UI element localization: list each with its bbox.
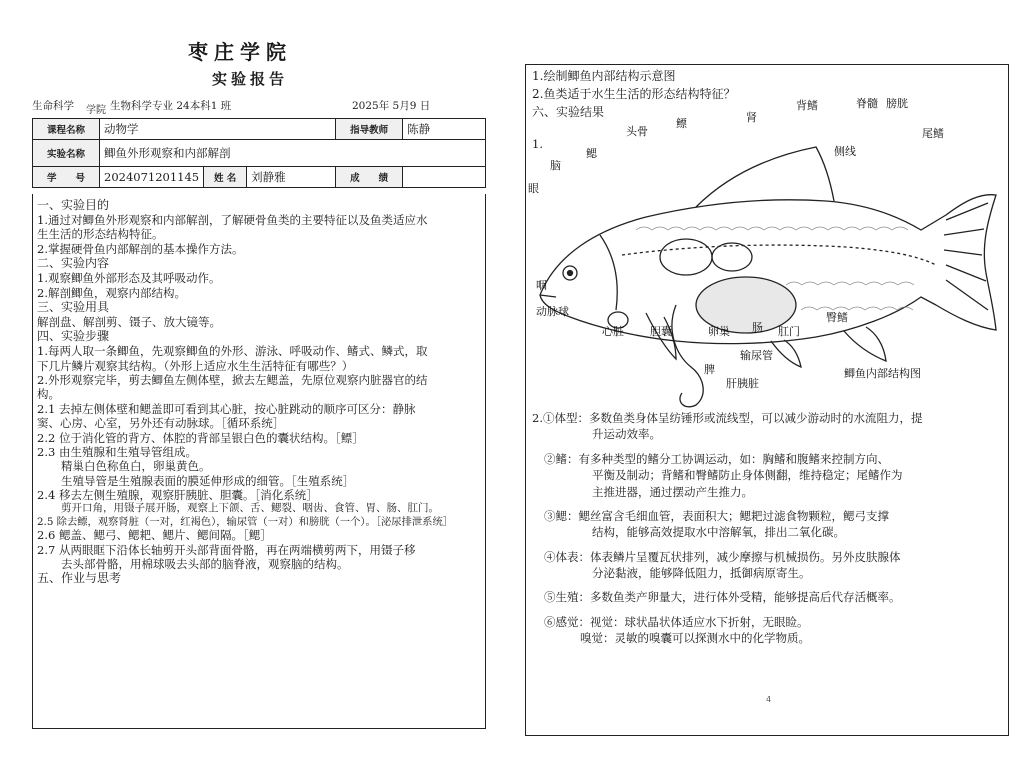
teacher-label: 指导教师 xyxy=(336,119,403,140)
text-line: 一、实验目的 xyxy=(37,198,110,212)
procedure-text xyxy=(33,194,485,586)
intestine-loop xyxy=(672,305,703,407)
text-line: 解剖盘、解剖剪、镊子、放大镜等。 xyxy=(37,314,221,329)
label-brain: 脑 xyxy=(550,159,561,172)
answer-line: 2.①体型：多数鱼类身体呈纺锤形或流线型，可以减少游动时的水流阻力，提 xyxy=(532,411,923,425)
figure-index: 1. xyxy=(532,137,543,151)
answer-line: 升运动效率。 xyxy=(592,427,661,442)
text-line: 下几片鳞片观察其结构。（外形上适应水生生活特征有哪些？） xyxy=(37,358,354,373)
exp-label: 实验名称 xyxy=(33,140,100,167)
text-line: 五、作业与思考 xyxy=(37,571,122,586)
fish-diagram xyxy=(526,105,1008,415)
label-liver: 肝胰脏 xyxy=(726,377,759,390)
course-label: 课程名称 xyxy=(33,119,100,140)
swim-bladder xyxy=(660,239,712,275)
right-page xyxy=(512,0,1024,768)
answer-line: ⑤生殖：多数鱼类产卵量大，进行体外受精，能够提高后代存活概率。 xyxy=(544,590,901,605)
report-date: 2025年 5月9 日 xyxy=(352,100,431,112)
answer-line: 嗅觉：灵敏的嗅囊可以探测水中的化学物质。 xyxy=(580,631,810,646)
text-line: 2.2 位于消化管的背方、体腔的背部呈银白色的囊状结构。［鳔］ xyxy=(37,430,364,445)
score-label: 成 绩 xyxy=(336,167,403,188)
answers-block xyxy=(532,411,1004,646)
pelvic-fin xyxy=(771,340,801,367)
college-label: 学院 xyxy=(86,105,106,116)
text-line: 2.外形观察完毕，剪去鲫鱼左侧体壁，掀去左鳃盖，先原位观察内脏器官的结 xyxy=(37,373,428,387)
label-eye: 眼 xyxy=(528,182,539,195)
major-value: 生物科学专业 24本科1 班 xyxy=(110,100,232,112)
text-line: 2.4 移去左侧生殖腺，观察肝胰脏、胆囊。［消化系统］ xyxy=(37,488,318,502)
answer-line: 平衡及制动；背鳍和臀鳍防止身体侧翻，维持稳定；尾鳍作为 xyxy=(592,468,903,483)
info-table xyxy=(32,118,486,188)
label-dorsal-fin: 背鳍 xyxy=(796,99,818,112)
label-intestine: 肠 xyxy=(752,321,763,334)
score-value xyxy=(403,167,486,188)
name-label: 姓 名 xyxy=(204,167,247,188)
teacher-value: 陈静 xyxy=(403,119,486,140)
answer-line: ⑥感觉：视觉：球状晶状体适应水下折射，无眼睑。 xyxy=(544,614,809,629)
figure-caption: 鲫鱼内部结构图 xyxy=(844,367,921,380)
text-line: 精巢白色称鱼白，卵巢黄色。 xyxy=(61,459,211,474)
answer-line: 分泌黏液，能够降低阻力，抵御病原寄生。 xyxy=(592,566,811,580)
text-line: 窦、心房、心室，另外还有动脉球。［循环系统］ xyxy=(37,416,285,431)
course-value: 动物学 xyxy=(100,119,336,140)
fish-mouth xyxy=(540,295,556,297)
text-line: 去头部骨骼，用棉球吸去头部的脑脊液，观察脑的结构。 xyxy=(61,557,349,572)
label-spinal: 脊髓 xyxy=(856,97,878,110)
label-lateral-line: 侧线 xyxy=(834,145,856,158)
text-line: 剪开口角，用镊子展开肠，观察上下颌、舌、鳃裂、咽齿、食管、胃、肠、肛门。 xyxy=(61,502,439,515)
lateral-line xyxy=(622,245,936,265)
text-line: 2.掌握硬骨鱼内部解剖的基本操作方法。 xyxy=(37,241,244,256)
text-line: 2.3 由生殖腺和生殖导管组成。 xyxy=(37,444,197,459)
label-pharynx: 咽 xyxy=(536,279,547,292)
text-line: 2.7 从两眼眶下沿体长轴剪开头部背面骨骼，再在两端横剪两下，用镊子移 xyxy=(37,542,416,557)
text-line: 1.每两人取一条鲫鱼，先观察鲫鱼的外形、游泳、呼吸动作、鳍式、鳞式，取 xyxy=(37,344,428,359)
text-line: 三、实验用具 xyxy=(37,299,110,314)
college-value: 生命科学 xyxy=(32,100,74,112)
label-swim-bladder: 鳔 xyxy=(676,117,687,130)
answer-line: 结构，能够高效提取水中溶解氧，排出二氧化碳。 xyxy=(592,525,845,540)
id-label: 学 号 xyxy=(33,167,100,188)
answer-line: 主推进器，通过摆动产生推力。 xyxy=(592,484,753,499)
text-line: 2.1 去掉左侧体壁和鳃盖即可看到其心脏，按心脏跳动的顺序可区分：静脉 xyxy=(37,401,416,416)
name-value: 刘静雅 xyxy=(247,167,336,188)
text-line: 1.通过对鲫鱼外形观察和内部解剖，了解硬骨鱼类的主要特征以及鱼类适应水 xyxy=(37,213,428,227)
page-number: 4 xyxy=(766,695,772,704)
label-spleen: 脾 xyxy=(704,363,715,376)
label-gill: 鳃 xyxy=(586,147,597,160)
label-bladder: 膀胱 xyxy=(886,97,908,110)
operculum xyxy=(600,235,617,310)
label-kidney: 肾 xyxy=(746,111,757,124)
dorsal-fin xyxy=(696,147,834,207)
label-anus: 肛门 xyxy=(778,325,800,338)
text-line: 生生活的形态结构特征。 xyxy=(37,227,164,242)
results-box xyxy=(525,64,1009,736)
label-heart: 心脏 xyxy=(602,325,624,338)
results-heading: 六、实验结果 xyxy=(532,105,605,119)
text-line: 1.观察鲫鱼外部形态及其呼吸动作。 xyxy=(37,271,221,286)
label-caudal-fin: 尾鳍 xyxy=(922,127,944,140)
text-line: 构。 xyxy=(37,387,60,402)
content-box xyxy=(32,194,486,729)
text-line: 2.6 鳃盖、鳃弓、鳃耙、鳃片、鳃间隔。［鳃］ xyxy=(37,528,272,543)
label-head-bone: 头骨 xyxy=(626,125,648,138)
report-title: 实验报告 xyxy=(212,70,289,88)
label-artery-bulb: 动脉球 xyxy=(536,305,569,318)
answer-line: ③鳃：鳃丝富含毛细血管，表面积大；鳃耙过滤食物颗粒，鳃弓支撑 xyxy=(544,508,889,523)
answer-line: ④体表：体表鳞片呈覆瓦状排列，减少摩擦与机械损伤。另外皮肤腺体 xyxy=(544,549,901,564)
label-anal-fin: 臀鳍 xyxy=(826,311,848,324)
anal-fin xyxy=(844,327,886,361)
text-line: 四、实验步骤 xyxy=(37,329,110,344)
answer-line: ②鳍：有多种类型的鳍分工协调运动，如：胸鳍和腹鳍来控制方向、 xyxy=(544,451,889,466)
text-line: 生殖导管是生殖腺表面的膜延伸形成的细管。［生殖系统］ xyxy=(61,473,355,488)
text-line: 2.解剖鲫鱼，观察内部结构。 xyxy=(37,285,186,300)
label-ovary: 卵巢 xyxy=(708,325,730,338)
question-1: 1.绘制鲫鱼内部结构示意图 xyxy=(532,69,676,83)
text-line: 2.5 除去鳔，观察肾脏（一对，红褐色），输尿管（一对）和膀胱（一个）。［泌尿排泄系统］ xyxy=(37,515,454,528)
school-name: 枣庄学院 xyxy=(188,40,292,64)
text-line: 二、实验内容 xyxy=(37,256,110,271)
id-value: 2024071201145 xyxy=(100,167,204,188)
question-2: 2.鱼类适于水生生活的形态结构特征？ xyxy=(532,87,736,101)
label-ureter: 输尿管 xyxy=(740,349,773,362)
label-gall: 胆囊 xyxy=(650,325,672,338)
exp-value: 鲫鱼外形观察和内部解剖 xyxy=(100,140,486,167)
